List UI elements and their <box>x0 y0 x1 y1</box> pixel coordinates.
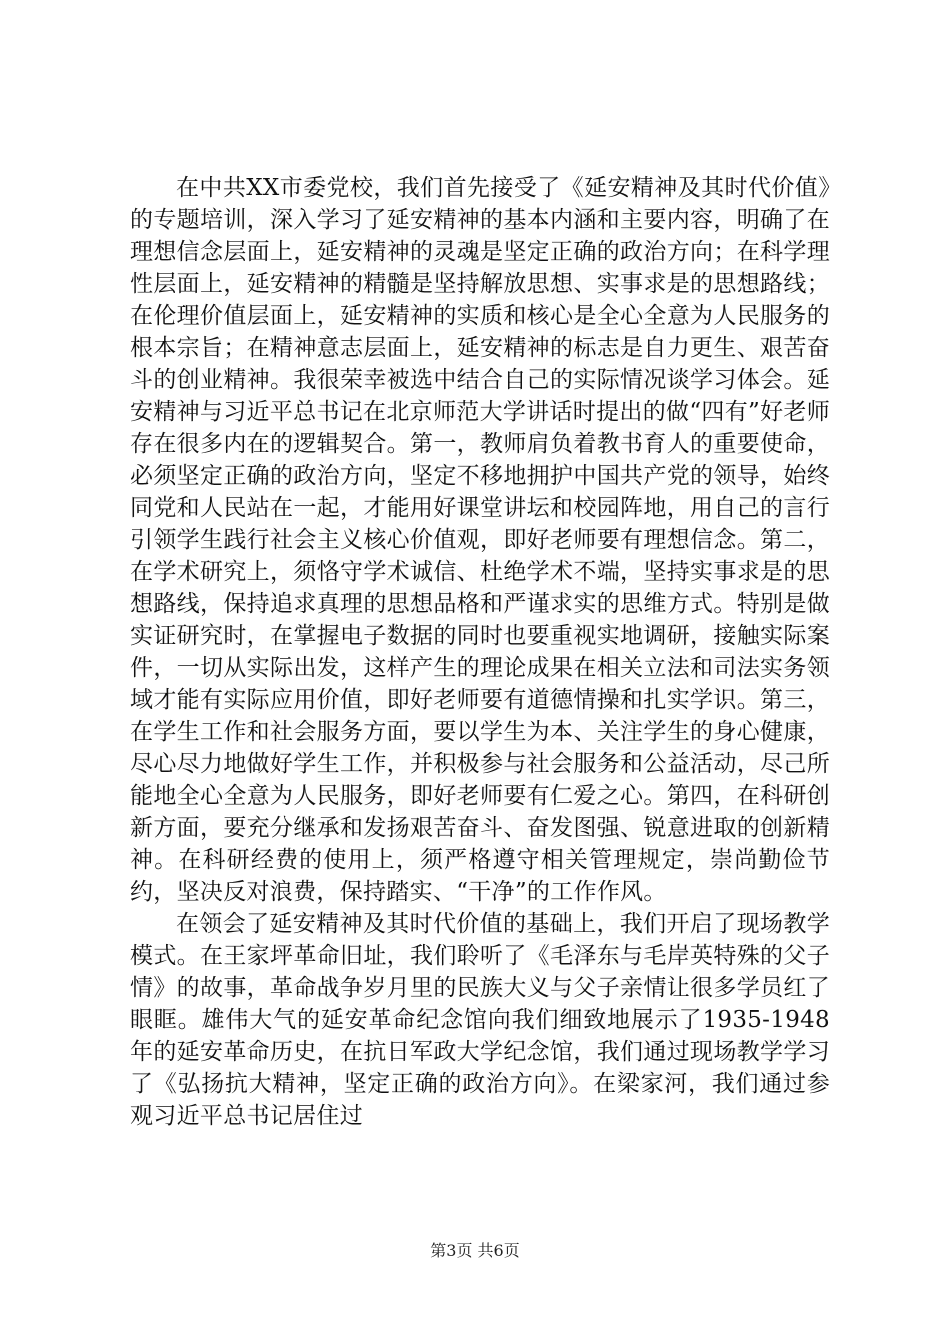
paragraph: 在领会了延安精神及其时代价值的基础上，我们开启了现场教学模式。在王家坪革命旧址，我们聆听了《毛泽东与毛岸英特殊的父子情》的故事，革命战争岁月里的民族大义与父子亲情让很多学员红了眼眶。雄伟大气的延安革命纪念馆向我们细致地展示了1935-1948年的延安革命历史，在抗日军政大学纪念馆，我们通过现场教学学习了《弘扬抗大精神，坚定正确的政治方向》。在梁家河，我们通过参观习近平总书记居住过 <box>130 911 830 1129</box>
paragraph: 在中共XX市委党校，我们首先接受了《延安精神及其时代价值》的专题培训，深入学习了延安精神的基本内涵和主要内容，明确了在理想信念层面上，延安精神的灵魂是坚定正确的政治方向；在科学理性层面上，延安精神的精髓是坚持解放思想、实事求是的思想路线；在伦理价值层面上，延安精神的实质和核心是全心全意为人民服务的根本宗旨；在精神意志层面上，延安精神的标志是自力更生、艰苦奋斗的创业精神。我很荣幸被选中结合自己的实际情况谈学习体会。延安精神与习近平总书记在北京师范大学讲话时提出的做“四有”好老师存在很多内在的逻辑契合。第一，教师肩负着教书育人的重要使命，必须坚定正确的政治方向，坚定不移地拥护中国共产党的领导，始终同党和人民站在一起，才能用好课堂讲坛和校园阵地，用自己的言行引领学生践行社会主义核心价值观，即好老师要有理想信念。第二，在学术研究上，须恪守学术诚信、杜绝学术不端，坚持实事求是的思想路线，保持追求真理的思想品格和严谨求实的思维方式。特别是做实证研究时，在掌握电子数据的同时也要重视实地调研，接触实际案件，一切从实际出发，这样产生的理论成果在相关立法和司法实务领域才能有实际应用价值，即好老师要有道德情操和扎实学识。第三，在学生工作和社会服务方面，要以学生为本、关注学生的身心健康，尽心尽力地做好学生工作，并积极参与社会服务和公益活动，尽己所能地全心全意为人民服务，即好老师要有仁爱之心。第四，在科研创新方面，要充分继承和发扬艰苦奋斗、奋发图强、锐意进取的创新精神。在科研经费的使用上，须严格遵守相关管理规定，崇尚勤俭节约，坚决反对浪费，保持踏实、“干净”的工作作风。 <box>130 175 830 905</box>
document-body <box>130 172 830 1132</box>
page-footer: 第3页 共6页 <box>430 1241 520 1260</box>
